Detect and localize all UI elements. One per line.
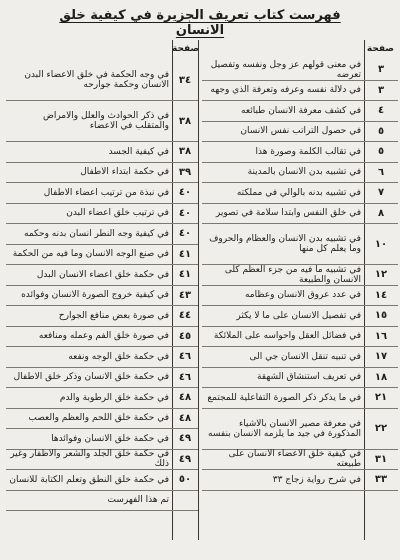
toc-entry — [6, 224, 198, 245]
toc-page-number: ٤ — [377, 105, 385, 117]
toc-page-number: ٣٨ — [178, 115, 192, 127]
toc-entry — [202, 409, 398, 450]
toc-entry — [6, 491, 198, 512]
toc-entry-text: في كيفية خلق الاعضاء الانسان على طبيعته — [228, 449, 361, 470]
toc-page-number: ٣٣ — [374, 474, 388, 486]
toc-entry-text: في عدد عروق الانسان وعظامه — [244, 290, 361, 301]
toc-entry-text: في تشبيه ما فيه من جزء العظم كلى الانسان والطبيعة — [224, 264, 361, 285]
toc-entry — [202, 327, 398, 348]
toc-entry-text: في تعريف استنشاق الشهقة — [256, 372, 361, 383]
toc-page-number: ٤٩ — [178, 453, 192, 465]
toc-entry — [6, 204, 198, 225]
toc-entry-text: في نبذة من ترتيب اعضاء الاطفال — [43, 187, 169, 198]
toc-page-number: ٣١ — [374, 453, 388, 465]
toc-entry-text: في ذكر الحوادث والعلل والامراض والمتقلب في الاعضاء — [42, 111, 169, 131]
toc-entry — [6, 163, 198, 184]
toc-entry — [6, 450, 198, 471]
toc-page-number: ١٢ — [374, 269, 388, 281]
toc-page-number: ١٥ — [374, 310, 388, 322]
toc-entry-text: في صورة بعض منافع الجوارح — [58, 310, 169, 321]
toc-page-number: ٣٩ — [178, 166, 192, 178]
toc-column-right — [202, 60, 398, 491]
toc-entry-text: في كشف معرفة الانسان طبائعه — [241, 105, 361, 116]
toc-entry — [6, 306, 198, 327]
toc-entry-text: في دلالة نفسه وعرفه وتعرفة الذي وجهه — [210, 85, 361, 96]
toc-page-number: ١٠ — [374, 238, 388, 250]
column-divider — [198, 40, 199, 540]
toc-entry — [202, 470, 398, 491]
toc-entry-text: في حكمة خلق الرطوبة والدم — [59, 392, 169, 403]
toc-entry-text: في شرح رواية زجاج ٣٣ — [272, 474, 361, 485]
toc-page-number: ١٨ — [374, 371, 388, 383]
toc-entry — [202, 183, 398, 204]
toc-entry — [6, 409, 198, 430]
toc-entry-text: في حكمة خلق اللحم والعظم والعصب — [28, 413, 169, 424]
page-column-header-right: صفحة — [366, 44, 394, 54]
toc-page-number: ٤٣ — [178, 289, 192, 301]
toc-entry-text: في حكمة خلق اعضاء الانسان البدل — [36, 269, 169, 280]
toc-entry-text: في تقالب الكلمة وصورة هذا — [255, 146, 361, 157]
toc-entry-text: في ما يذكر ذكر الصورة التفاعلية للمجتمع — [207, 392, 361, 403]
toc-entry — [202, 81, 398, 102]
toc-entry — [6, 101, 198, 142]
toc-page-number: ١٧ — [374, 351, 388, 363]
toc-entry — [6, 60, 198, 101]
toc-entry-text: في وجه الحكمة في خلق الاعضاء البدن الانسان وحكمة جوارحه — [24, 70, 169, 90]
toc-entry-text: في حكمة خلق النطق وتعلم الكتابة للانسان — [9, 474, 169, 485]
toc-entry-text: في صنع الوجه الانسان وما فيه من الحكمة — [12, 249, 169, 260]
toc-entry-text: في تفصيل الانسان على ما لا يكثر — [236, 310, 361, 321]
toc-entry-text: في كيفية وجه النطر انسان بدنه وحكمه — [24, 228, 169, 239]
toc-entry-text: في حكمة ابتداء الاطفال — [80, 167, 169, 178]
toc-entry-text: في تشبيه بدن الانسان بالمدينة — [247, 167, 361, 178]
page-title: فهرست كتاب تعريف الجزيرة في كيفية خلق الانسان — [59, 8, 341, 38]
toc-page-number: ٦ — [377, 166, 385, 178]
toc-entry — [202, 306, 398, 327]
toc-entry — [202, 122, 398, 143]
toc-entry — [6, 327, 198, 348]
toc-entry — [202, 224, 398, 265]
toc-page-number: ٤٠ — [178, 187, 192, 199]
toc-entry — [6, 245, 198, 266]
toc-entry — [202, 286, 398, 307]
toc-entry-text: في حكمة خلق الانسان وفوائدها — [51, 433, 169, 444]
toc-page-number: ٤٩ — [178, 433, 192, 445]
toc-page-number: ٥ — [377, 125, 385, 137]
toc-page-number: ١٤ — [374, 289, 388, 301]
toc-entry — [6, 470, 198, 491]
toc-entry — [6, 265, 198, 286]
toc-page-number: ٣٤ — [178, 74, 192, 86]
toc-entry — [202, 163, 398, 184]
toc-page-number: ٣ — [377, 84, 385, 96]
toc-page-number: ٤٠ — [178, 228, 192, 240]
toc-entry — [6, 429, 198, 450]
toc-entry — [202, 450, 398, 471]
toc-entry-text: في حصول التراتب نفس الانسان — [240, 126, 361, 137]
toc-entry — [6, 347, 198, 368]
toc-entry — [202, 60, 398, 81]
toc-page-number: ٢٢ — [374, 423, 388, 434]
toc-page-number: ٤٠ — [178, 207, 192, 219]
toc-page-number: ٤٨ — [178, 412, 192, 424]
toc-page-number: ٤١ — [178, 269, 192, 281]
toc-page-number: ٤١ — [178, 248, 192, 260]
toc-entry-text: في صورة خلق الفم وعمله ومنافعه — [38, 331, 169, 342]
toc-entry-text: في حكمة خلق الانسان وذكر خلق الاطفال — [13, 372, 169, 383]
toc-page-number: ٣ — [377, 64, 385, 76]
toc-entry-text: في معنى قولهم عز وجل ونفسه وتفصيل تعرضه — [210, 59, 361, 80]
toc-page-number: ٥٠ — [178, 474, 192, 486]
toc-entry — [202, 347, 398, 368]
toc-page-number: ٥ — [377, 146, 385, 158]
toc-entry-text: في خلق النفس وابتدأ سلامة في تصوير — [215, 208, 361, 219]
toc-entry — [6, 368, 198, 389]
toc-entry-text: في تنبيه تنقل الانسان جي الى — [249, 351, 361, 362]
toc-column-left — [6, 60, 198, 511]
toc-page-number: ٣٨ — [178, 146, 192, 158]
toc-entry — [6, 286, 198, 307]
toc-page-number: ٤٦ — [178, 371, 192, 383]
toc-entry-text: في فضائل العقل واحواسه على الملائكة — [213, 331, 361, 342]
toc-entry-text: تم هذا الفهرست — [107, 495, 169, 506]
toc-page-number: ١٦ — [374, 330, 388, 342]
toc-entry-text: في كيفية الجسد — [108, 146, 169, 157]
toc-entry — [202, 265, 398, 286]
toc-entry — [6, 142, 198, 163]
toc-entry — [6, 183, 198, 204]
toc-page-number: ٨ — [377, 207, 385, 219]
toc-entry-text: في ترتيب خلق اعضاء البدن — [66, 208, 169, 219]
toc-entry-text: في حكمة خلق الوجه ونفعه — [68, 351, 169, 362]
toc-entry-text: في كيفية خروج الصورة الانسان وفوائده — [21, 290, 169, 301]
toc-page-number: ٢١ — [374, 392, 388, 404]
toc-entry — [202, 204, 398, 225]
toc-entry — [202, 142, 398, 163]
toc-page-number: ٤٥ — [178, 330, 192, 342]
toc-entry — [6, 388, 198, 409]
toc-entry-text: في حكمة خلق الجلد والشعر والاظفار وغير ذلك — [10, 449, 169, 470]
toc-entry — [202, 368, 398, 389]
toc-entry — [202, 388, 398, 409]
toc-entry-text: في تشبيه بدن الانسان والعظام والحروف وما يعلم كل منها — [209, 234, 361, 254]
toc-page-number: ٤٦ — [178, 351, 192, 363]
toc-page-number: ٤٨ — [178, 392, 192, 404]
toc-entry-text: في معرفة مصير الانسان بالاشياء المذكورة في جيد ما يلزمه الانسان بنفسه — [208, 418, 361, 439]
toc-page-number: ٧ — [377, 187, 385, 199]
toc-page-number: ٤٤ — [178, 310, 192, 322]
toc-entry-text: في تشبيه بدنه بالوالي في مملكته — [236, 187, 361, 198]
page-column-header-left: صفحة — [172, 44, 200, 54]
toc-entry — [202, 101, 398, 122]
